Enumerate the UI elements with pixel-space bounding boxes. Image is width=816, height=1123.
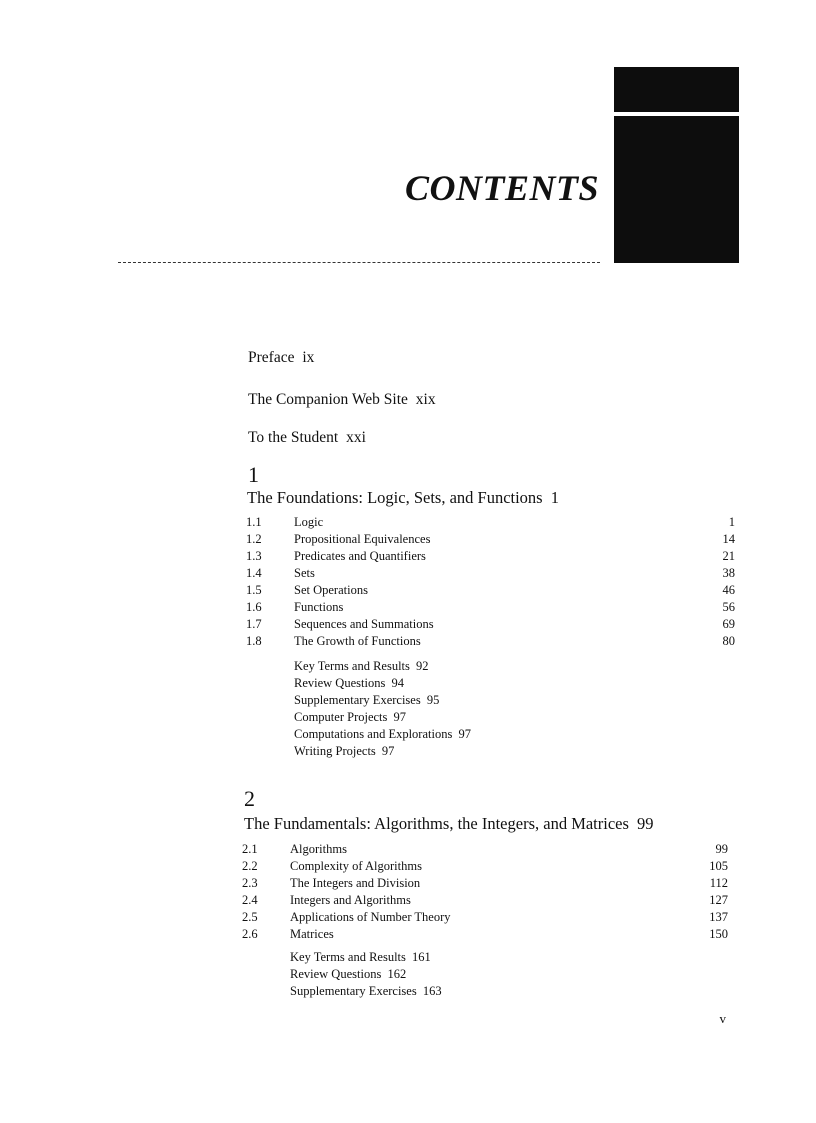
section-title: The Growth of Functions (294, 634, 421, 648)
section-title: Set Operations (294, 583, 368, 597)
section-number: 2.6 (242, 927, 258, 941)
chapter-tab-block (614, 116, 739, 263)
toc-front-entry[interactable] (248, 428, 366, 448)
section-page: 105 (709, 859, 728, 873)
section-entry[interactable] (246, 633, 735, 650)
section-number: 1.1 (246, 515, 262, 529)
end-matter-entry[interactable] (290, 983, 442, 1000)
section-page: 137 (709, 910, 728, 924)
end-matter-page: 94 (391, 676, 404, 690)
chapter-page: 1 (550, 488, 559, 507)
end-matter-page: 95 (426, 693, 440, 707)
chapter-number: 1 (248, 462, 259, 487)
end-matter-entry[interactable] (294, 709, 471, 726)
toc-front-entry[interactable] (248, 348, 314, 368)
section-title: Functions (294, 600, 344, 614)
chapter-tab-block (614, 67, 739, 112)
page-number: v (719, 1011, 726, 1026)
end-matter-title: Review Questions (294, 676, 386, 690)
section-entry[interactable] (246, 548, 735, 565)
section-title: Propositional Equivalences (294, 532, 431, 546)
end-matter-page: 97 (458, 727, 471, 741)
toc-front-entry[interactable] (248, 390, 436, 410)
section-title: Complexity of Algorithms (290, 859, 422, 873)
section-page: 99 (715, 842, 728, 856)
section-entry[interactable] (242, 858, 728, 875)
chapter-title[interactable] (247, 488, 559, 508)
section-entry[interactable] (246, 599, 735, 616)
section-page: 38 (722, 566, 735, 580)
end-matter-title: Key Terms and Results (294, 659, 410, 673)
section-number: 2.1 (242, 842, 258, 856)
toc-entry-title: The Companion Web Site (248, 391, 408, 408)
section-page: 150 (709, 927, 728, 941)
section-entry[interactable] (246, 565, 735, 582)
section-title: Logic (294, 515, 324, 529)
end-matter-page: 92 (416, 659, 429, 673)
section-title: Predicates and Quantifiers (294, 549, 426, 563)
section-page: 46 (722, 583, 735, 597)
section-list (242, 841, 728, 943)
section-page: 112 (709, 876, 728, 890)
chapter-title-text: The Foundations: Logic, Sets, and Functions (247, 488, 543, 507)
end-matter-entry[interactable] (290, 949, 442, 966)
end-matter-page: 97 (381, 744, 395, 758)
section-page: 127 (709, 893, 728, 907)
chapter-page: 99 (637, 814, 654, 833)
toc-entry-page: xxi (346, 429, 366, 446)
end-matter-entry[interactable] (294, 692, 471, 709)
end-matter-title: Supplementary Exercises (294, 693, 421, 707)
section-title: Matrices (290, 927, 334, 941)
section-entry[interactable] (246, 616, 735, 633)
end-matter-page: 163 (422, 984, 442, 998)
chapter-number: 2 (244, 786, 255, 811)
section-page: 21 (722, 549, 735, 563)
toc-entry-title: Preface (248, 349, 295, 366)
section-title: The Integers and Division (290, 876, 421, 890)
section-page: 69 (722, 617, 735, 631)
end-matter-title: Supplementary Exercises (290, 984, 417, 998)
section-number: 1.8 (246, 634, 262, 648)
section-number: 1.7 (246, 617, 262, 631)
section-title: Algorithms (290, 842, 347, 856)
section-entry[interactable] (246, 582, 735, 599)
section-title: Sequences and Summations (294, 617, 434, 631)
section-number: 2.2 (242, 859, 258, 873)
end-matter-list (290, 949, 442, 1000)
section-number: 2.5 (242, 910, 258, 924)
section-number: 1.3 (246, 549, 262, 563)
end-matter-title: Writing Projects (294, 744, 376, 758)
section-entry[interactable] (242, 841, 728, 858)
end-matter-list (294, 658, 471, 760)
end-matter-entry[interactable] (294, 675, 471, 692)
toc-entry-page: xix (415, 391, 436, 408)
section-number: 2.3 (242, 876, 258, 890)
end-matter-title: Key Terms and Results (290, 950, 406, 964)
end-matter-entry[interactable] (294, 743, 471, 760)
end-matter-entry[interactable] (290, 966, 442, 983)
end-matter-page: 97 (393, 710, 407, 724)
section-entry[interactable] (242, 926, 728, 943)
end-matter-entry[interactable] (294, 726, 471, 743)
section-list (246, 514, 735, 650)
section-number: 1.4 (246, 566, 262, 580)
end-matter-entry[interactable] (294, 658, 471, 675)
chapter-title[interactable] (244, 814, 654, 834)
section-entry[interactable] (246, 514, 735, 531)
section-title: Applications of Number Theory (290, 910, 451, 924)
end-matter-title: Computations and Explorations (294, 727, 453, 741)
section-entry[interactable] (242, 892, 728, 909)
section-entry[interactable] (242, 875, 728, 892)
section-page: 1 (728, 515, 735, 529)
end-matter-title: Review Questions (290, 967, 382, 981)
section-title: Sets (294, 566, 315, 580)
section-entry[interactable] (242, 909, 728, 926)
section-page: 14 (722, 532, 735, 546)
end-matter-title: Computer Projects (294, 710, 388, 724)
section-entry[interactable] (246, 531, 735, 548)
section-number: 1.5 (246, 583, 262, 597)
heading-rule (118, 262, 600, 263)
chapter-title-text: The Fundamentals: Algorithms, the Integers, and Matrices (244, 814, 629, 833)
toc-entry-page: ix (302, 349, 315, 366)
toc-entry-title: To the Student (248, 429, 339, 446)
section-page: 80 (722, 634, 735, 648)
section-number: 2.4 (242, 893, 258, 907)
section-page: 56 (722, 600, 735, 614)
page-title: CONTENTS (404, 168, 599, 208)
section-number: 1.2 (246, 532, 262, 546)
end-matter-page: 161 (412, 950, 431, 964)
section-title: Integers and Algorithms (290, 893, 411, 907)
section-number: 1.6 (246, 600, 262, 614)
end-matter-page: 162 (387, 967, 407, 981)
